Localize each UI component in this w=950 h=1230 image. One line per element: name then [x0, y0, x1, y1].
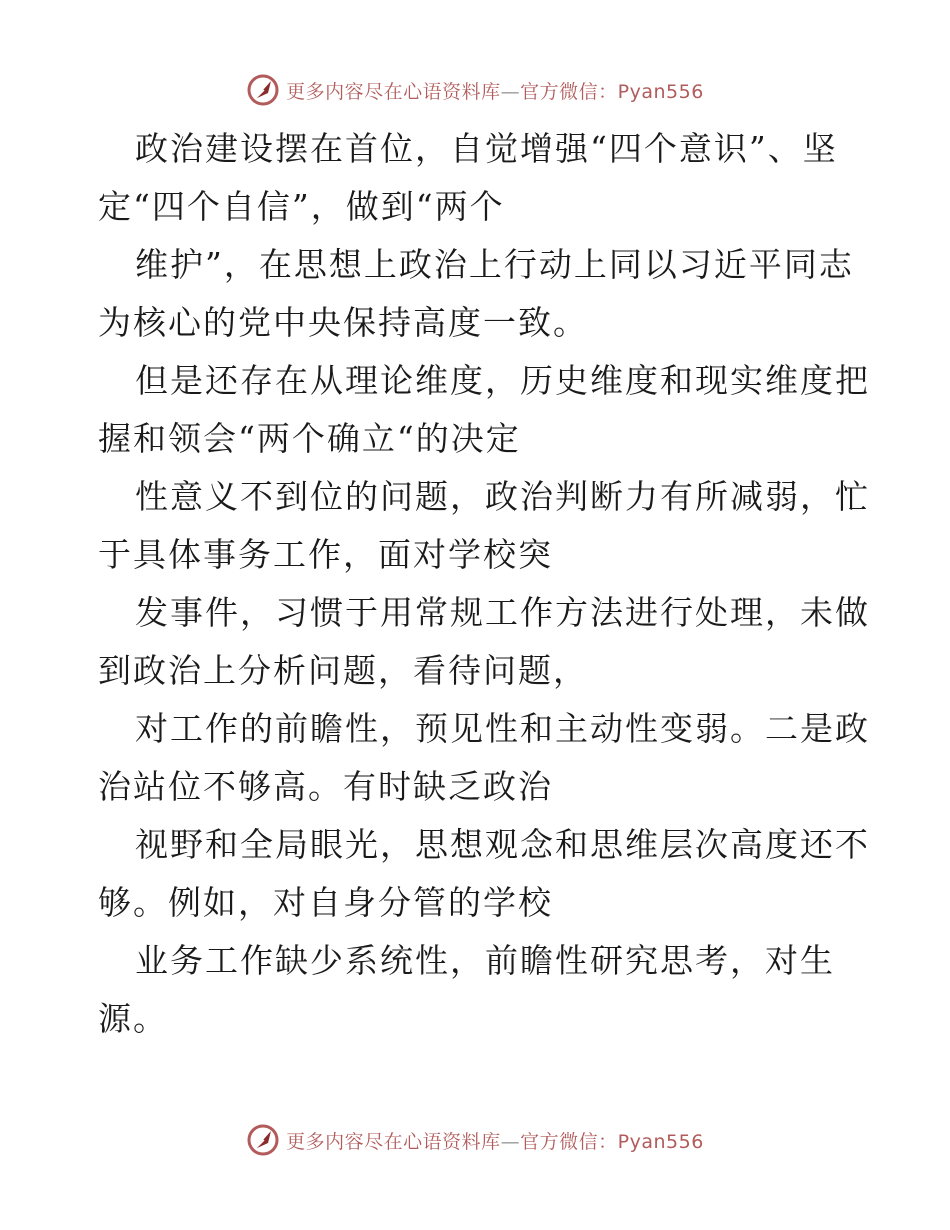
banner-main-text: 更多内容尽在心语资料库 — [286, 80, 501, 103]
body-line: 对工作的前瞻性，预见性和主动性变弱。二是政 — [135, 709, 870, 748]
banner-separator: — — [500, 1130, 521, 1153]
body-line: 于具体事务工作，面对学校突 — [98, 535, 553, 574]
body-line: 性意义不到位的问题，政治判断力有所减弱，忙 — [135, 477, 870, 516]
body-line: 到政治上分析问题，看待问题， — [98, 651, 588, 690]
document-body — [98, 120, 870, 1048]
body-line: 发事件，习惯于用常规工作方法进行处理，未做 — [135, 593, 870, 632]
body-line: 业务工作缺少系统性，前瞻性研究思考，对生 — [135, 941, 835, 980]
header-banner — [0, 70, 950, 110]
footer-banner — [0, 1120, 950, 1160]
banner-main-text: 更多内容尽在心语资料库 — [286, 1130, 501, 1153]
banner-caption — [286, 1127, 704, 1154]
banner-wechat-text: 官方微信：Pyan556 — [520, 1130, 704, 1153]
body-line: 为核心的党中央保持高度一致。 — [98, 303, 588, 342]
banner-caption — [286, 77, 704, 104]
banner-separator: — — [500, 80, 521, 103]
body-line: 治站位不够高。有时缺乏政治 — [98, 767, 553, 806]
feather-pen-logo-icon — [246, 73, 280, 107]
body-line: 握和领会“两个确立“的决定 — [98, 419, 521, 458]
body-line: 视野和全局眼光，思想观念和思维层次高度还不 — [135, 825, 870, 864]
body-line: 维护”，在思想上政治上行动上同以习近平同志 — [135, 245, 854, 284]
body-line: 够。例如，对自身分管的学校 — [98, 883, 553, 922]
body-line: 但是还存在从理论维度，历史维度和现实维度把 — [135, 361, 870, 400]
feather-pen-logo-icon — [246, 1123, 280, 1157]
body-line: 政治建设摆在首位，自觉增强“四个意识”、坚 — [135, 129, 838, 168]
body-line: 源。 — [98, 999, 168, 1038]
banner-wechat-text: 官方微信：Pyan556 — [520, 80, 704, 103]
body-line: 定“四个自信”，做到“两个 — [98, 187, 505, 226]
